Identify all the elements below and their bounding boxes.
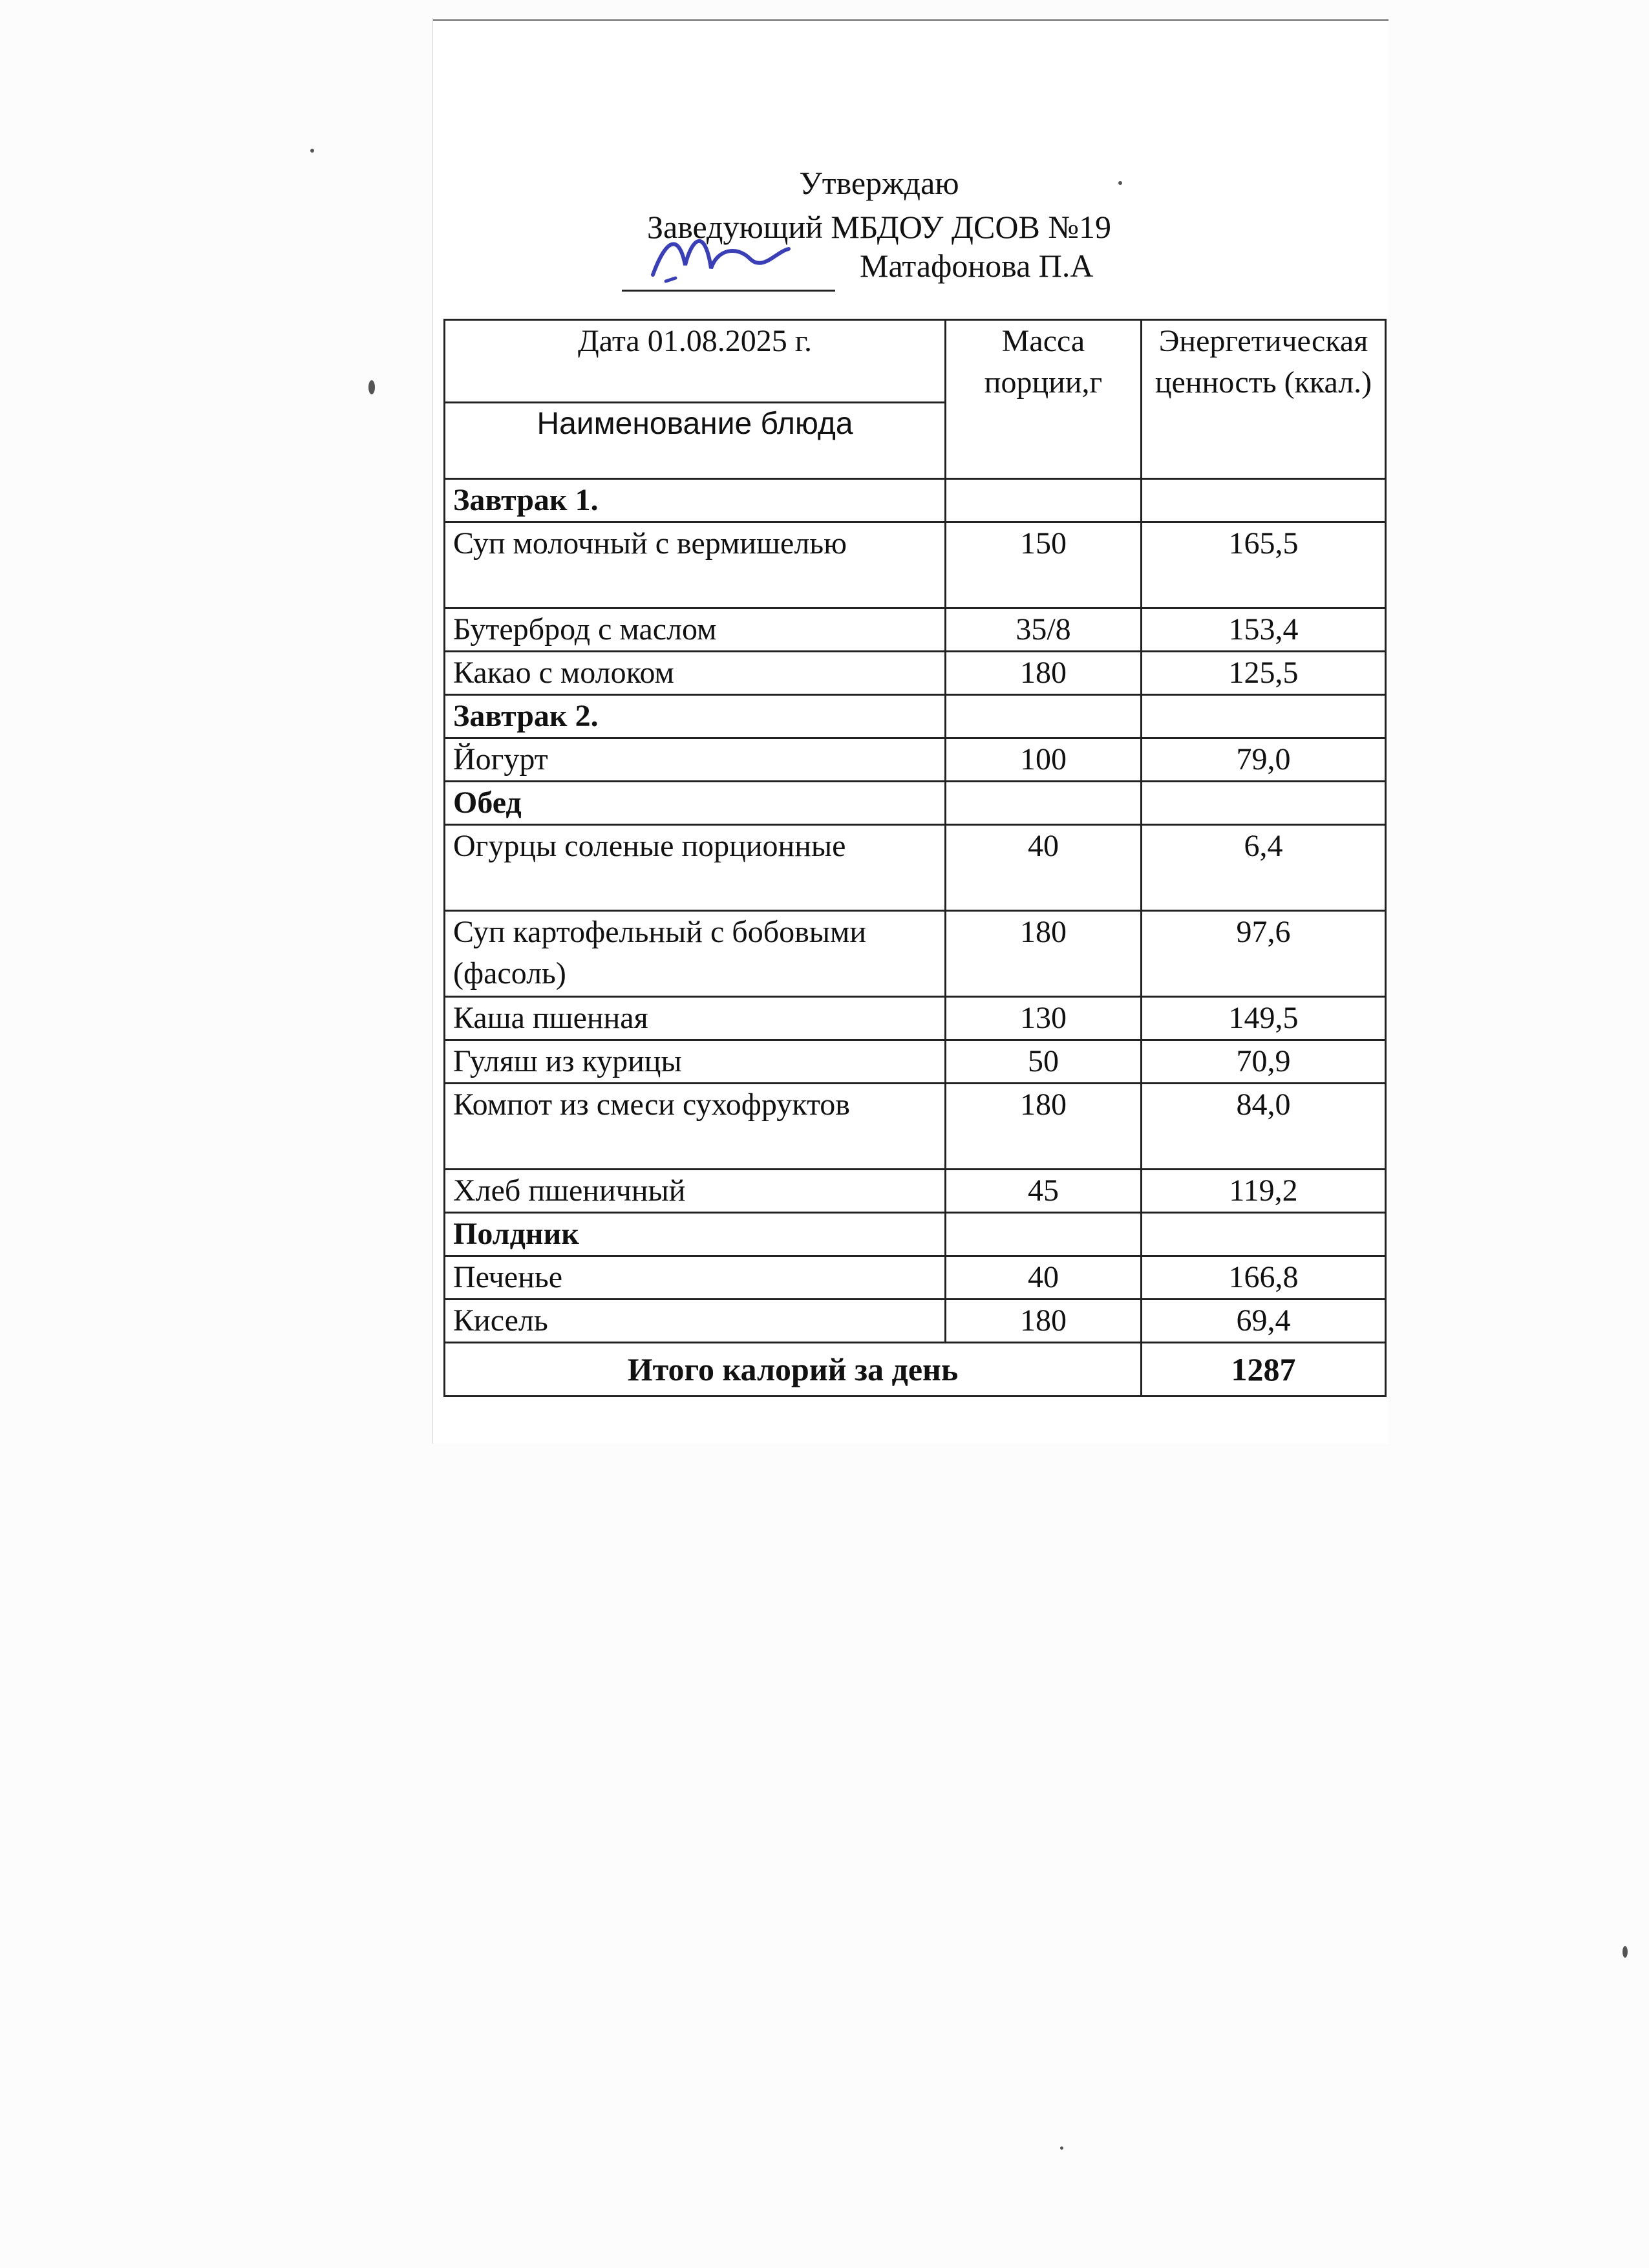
- dish-name: Хлеб пшеничный: [445, 1170, 946, 1213]
- section-row: [445, 782, 1386, 825]
- dish-mass: 40: [946, 1256, 1142, 1300]
- total-row: [445, 1343, 1386, 1396]
- dish-mass: 40: [946, 825, 1142, 911]
- scan-speck: [310, 149, 314, 153]
- dish-row: [445, 522, 1386, 608]
- dish-row: [445, 608, 1386, 652]
- signer-name: Матафонова П.А: [860, 248, 1094, 284]
- dish-name: Йогурт: [445, 738, 946, 782]
- dish-row: [445, 1300, 1386, 1343]
- dish-name: Кисель: [445, 1300, 946, 1343]
- dish-mass: 180: [946, 911, 1142, 997]
- section-title: Завтрак 1.: [445, 479, 946, 522]
- dish-energy: 149,5: [1142, 997, 1386, 1040]
- header-row: [445, 320, 1386, 403]
- dish-energy: 70,9: [1142, 1040, 1386, 1084]
- dish-name: Суп молочный с вермишелью: [445, 522, 946, 608]
- dish-energy: 153,4: [1142, 608, 1386, 652]
- dish-mass: 130: [946, 997, 1142, 1040]
- dish-row: [445, 1256, 1386, 1300]
- dish-mass: 150: [946, 522, 1142, 608]
- dish-energy: 97,6: [1142, 911, 1386, 997]
- total-label: Итого калорий за день: [445, 1343, 1142, 1396]
- dish-row: [445, 997, 1386, 1040]
- energy-header: Энергетическая ценность (ккал.): [1142, 320, 1386, 479]
- dish-energy: 79,0: [1142, 738, 1386, 782]
- dish-row: [445, 738, 1386, 782]
- dish-energy: 119,2: [1142, 1170, 1386, 1213]
- approval-title: Утверждаю: [799, 165, 959, 201]
- dish-row: [445, 652, 1386, 695]
- dish-mass: 180: [946, 652, 1142, 695]
- section-energy-empty: [1142, 695, 1386, 738]
- section-row: [445, 695, 1386, 738]
- dish-mass: 45: [946, 1170, 1142, 1213]
- mass-header: Масса порции,г: [946, 320, 1142, 479]
- section-title: Завтрак 2.: [445, 695, 946, 738]
- section-mass-empty: [946, 782, 1142, 825]
- dish-energy: 6,4: [1142, 825, 1386, 911]
- dish-row: [445, 1084, 1386, 1170]
- dish-name: Какао с молоком: [445, 652, 946, 695]
- total-value: 1287: [1142, 1343, 1386, 1396]
- scan-speck: [1118, 181, 1122, 185]
- dish-mass: 50: [946, 1040, 1142, 1084]
- dish-name: Печенье: [445, 1256, 946, 1300]
- section-row: [445, 1213, 1386, 1256]
- scan-speck: [368, 380, 375, 394]
- section-energy-empty: [1142, 782, 1386, 825]
- dish-energy: 165,5: [1142, 522, 1386, 608]
- dish-mass: 180: [946, 1084, 1142, 1170]
- handwritten-signature: [640, 213, 834, 297]
- dish-mass: 35/8: [946, 608, 1142, 652]
- dish-energy: 166,8: [1142, 1256, 1386, 1300]
- dish-mass: 180: [946, 1300, 1142, 1343]
- dish-name-header: Наименование блюда: [445, 403, 946, 479]
- dish-name: Огурцы соленые порционные: [445, 825, 946, 911]
- signature-line: [622, 290, 835, 292]
- dish-mass: 100: [946, 738, 1142, 782]
- section-row: [445, 479, 1386, 522]
- dish-name: Каша пшенная: [445, 997, 946, 1040]
- sheet-top-edge: [433, 19, 1388, 21]
- dish-name: Суп картофельный с бобовыми (фасоль): [445, 911, 946, 997]
- dish-name: Компот из смеси сухофруктов: [445, 1084, 946, 1170]
- menu-table: [443, 319, 1387, 1397]
- dish-name: Бутерброд с маслом: [445, 608, 946, 652]
- section-energy-empty: [1142, 479, 1386, 522]
- dish-energy: 69,4: [1142, 1300, 1386, 1343]
- section-mass-empty: [946, 1213, 1142, 1256]
- scan-speck: [1622, 1946, 1628, 1958]
- dish-energy: 84,0: [1142, 1084, 1386, 1170]
- dish-name: Гуляш из курицы: [445, 1040, 946, 1084]
- section-mass-empty: [946, 695, 1142, 738]
- section-mass-empty: [946, 479, 1142, 522]
- dish-row: [445, 1170, 1386, 1213]
- approval-position: Заведующий МБДОУ ДСОВ №19: [646, 209, 1112, 245]
- section-title: Обед: [445, 782, 946, 825]
- dish-row: [445, 825, 1386, 911]
- dish-row: [445, 1040, 1386, 1084]
- dish-row: [445, 911, 1386, 997]
- dish-energy: 125,5: [1142, 652, 1386, 695]
- scan-speck: [1060, 2146, 1063, 2150]
- section-energy-empty: [1142, 1213, 1386, 1256]
- date-header: Дата 01.08.2025 г.: [445, 320, 946, 403]
- section-title: Полдник: [445, 1213, 946, 1256]
